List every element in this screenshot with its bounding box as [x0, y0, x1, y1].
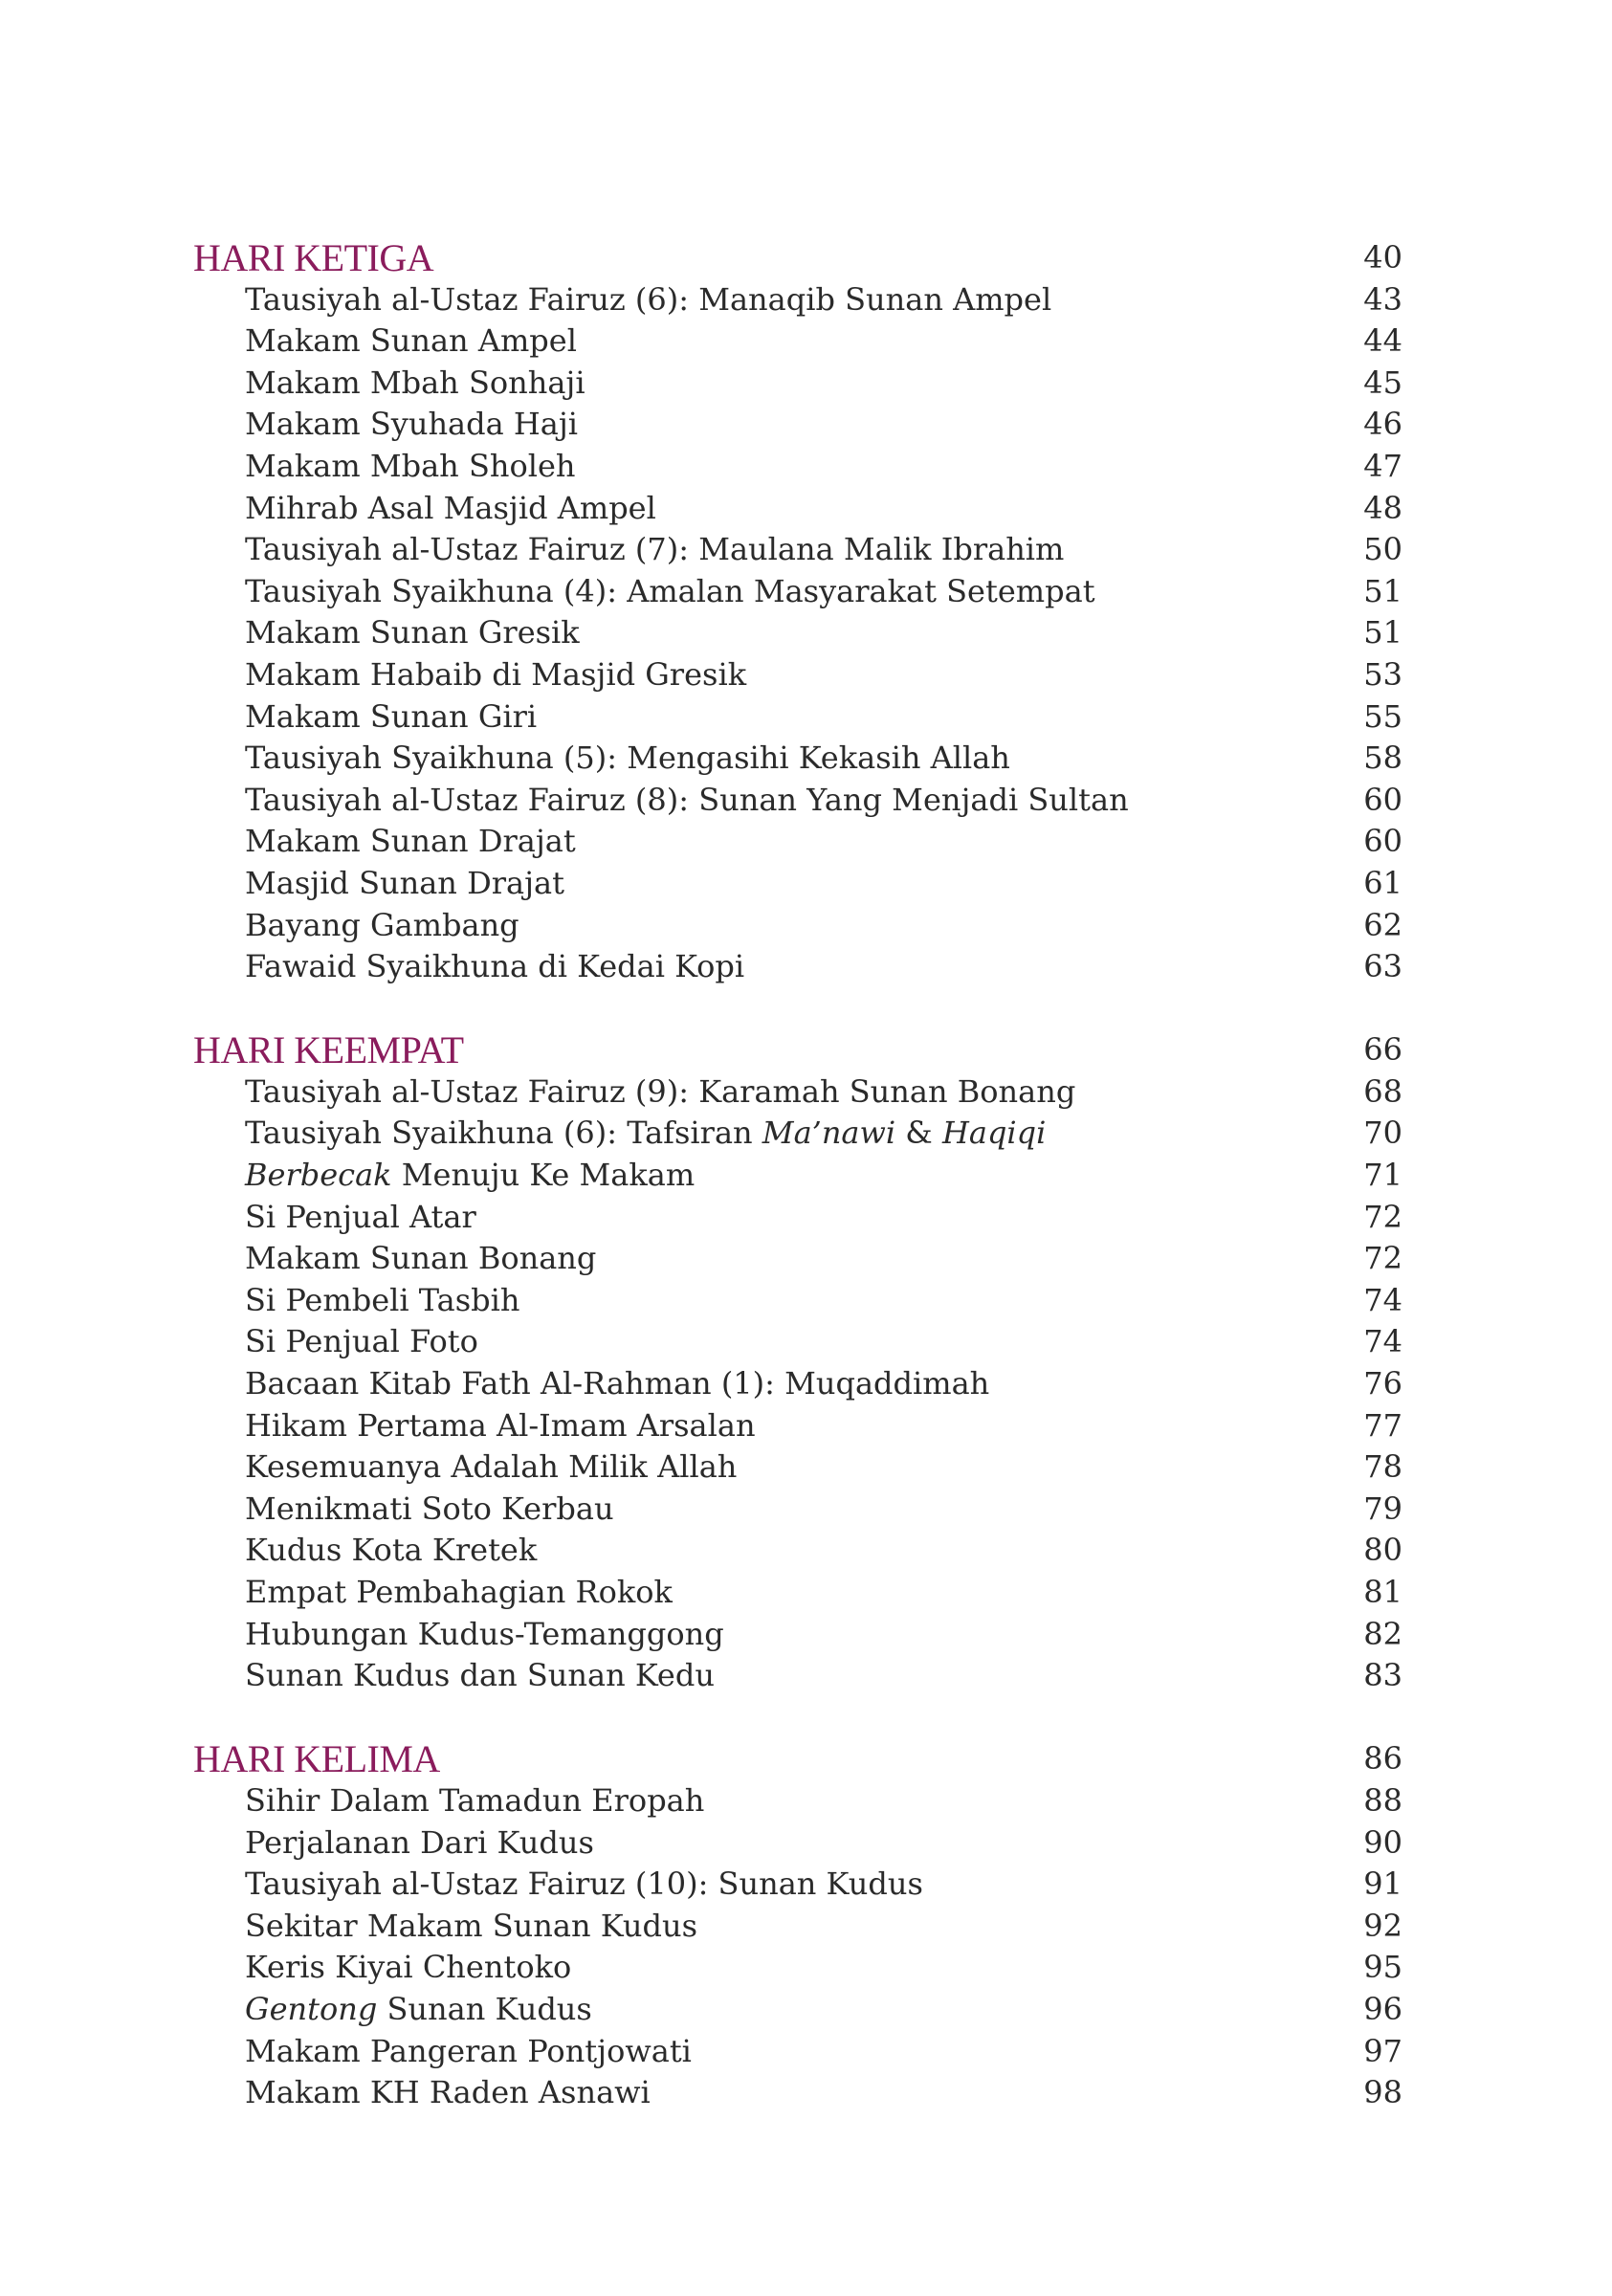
toc-entry — [193, 404, 1402, 446]
toc-entry-title-part: Hikam Pertama Al-Imam Arsalan — [245, 1406, 756, 1444]
section-title: HARI KELIMA — [193, 1737, 440, 1781]
toc-entry-page-number: 58 — [1363, 740, 1402, 777]
toc-entry-title-part: Si Pembeli Tasbih — [245, 1281, 520, 1318]
toc-entry-title — [245, 863, 564, 905]
toc-entry-title — [245, 446, 576, 488]
toc-entry-title — [245, 1947, 571, 1989]
toc-entry — [193, 905, 1402, 947]
toc-entry — [193, 1071, 1402, 1114]
toc-entry-title — [245, 1864, 923, 1906]
toc-entry — [193, 1238, 1402, 1280]
toc-entry-title-part: Bacaan Kitab Fath Al-Rahman (1): Muqaddimah — [245, 1365, 990, 1402]
toc-entry — [193, 363, 1402, 405]
section-page-number: 86 — [1363, 1740, 1402, 1777]
toc-entry-page-number: 60 — [1363, 823, 1402, 860]
toc-entry-title-italic-part: Berbecak — [245, 1157, 392, 1194]
toc-entry-page-number: 76 — [1363, 1365, 1402, 1402]
toc-entry-title — [245, 1197, 476, 1239]
toc-entry-title-part: Tausiyah al-Ustaz Fairuz (7): Maulana Malik Ibrahim — [245, 531, 1065, 568]
toc-entry-title-part: Kudus Kota Kretek — [245, 1532, 538, 1569]
toc-entry-title — [245, 2072, 651, 2114]
toc-entry-title-part: Sunan Kudus — [377, 1990, 592, 2027]
toc-entry — [193, 1780, 1402, 1822]
toc-entry — [193, 1280, 1402, 1322]
toc-entry — [193, 696, 1402, 739]
toc-entry-title-part: Si Penjual Atar — [245, 1198, 476, 1235]
toc-entry-title-part: Menikmati Soto Kerbau — [245, 1490, 614, 1527]
toc-entry — [193, 738, 1402, 780]
toc-entry-title-part: Si Penjual Foto — [245, 1323, 478, 1360]
toc-entry-page-number: 45 — [1363, 364, 1402, 401]
toc-entry-page-number: 53 — [1363, 655, 1402, 693]
toc-entry-title — [245, 738, 1010, 780]
section-page-number: 40 — [1363, 239, 1402, 276]
toc-entry-title — [245, 696, 537, 739]
toc-entry-page-number: 82 — [1363, 1615, 1402, 1652]
toc-entry-title-part: Makam Mbah Sonhaji — [245, 364, 585, 401]
toc-entry-title — [245, 1822, 594, 1865]
section-heading — [193, 237, 1402, 279]
toc-entry-page-number: 60 — [1363, 781, 1402, 818]
toc-entry-title — [245, 2031, 692, 2073]
toc-entry-page-number: 55 — [1363, 697, 1402, 735]
toc-entry — [193, 1363, 1402, 1405]
toc-entry-title — [245, 946, 744, 988]
toc-entry-title — [245, 1989, 592, 2031]
toc-entry — [193, 1947, 1402, 1989]
toc-entry — [193, 1822, 1402, 1865]
toc-entry-title-part: Empat Pembahagian Rokok — [245, 1574, 673, 1610]
toc-entry-title-part: Tausiyah Syaikhuna (6): Tafsiran — [245, 1115, 762, 1152]
toc-entry — [193, 1989, 1402, 2031]
toc-entry — [193, 1113, 1402, 1155]
toc-entry-title — [245, 1405, 756, 1447]
toc-entry — [193, 1489, 1402, 1531]
toc-entry-page-number: 51 — [1363, 572, 1402, 609]
toc-entry-title-part: Fawaid Syaikhuna di Kedai Kopi — [245, 948, 745, 985]
toc-entry-title — [245, 1113, 1046, 1155]
toc-entry-title-part: Mihrab Asal Masjid Ampel — [245, 489, 656, 526]
toc-entry-title-part: Makam Sunan Gresik — [245, 614, 580, 651]
toc-entry-page-number: 90 — [1363, 1823, 1402, 1861]
toc-entry-page-number: 46 — [1363, 406, 1402, 443]
toc-entry-page-number: 88 — [1363, 1781, 1402, 1819]
toc-entry-page-number: 71 — [1363, 1157, 1402, 1194]
toc-entry — [193, 571, 1402, 613]
toc-entry-page-number: 91 — [1363, 1866, 1402, 1903]
toc-entry-page-number: 50 — [1363, 531, 1402, 568]
toc-entry-title-part: Tausiyah al-Ustaz Fairuz (8): Sunan Yang Menjadi Sultan — [245, 781, 1129, 818]
toc-entry — [193, 2072, 1402, 2114]
toc-entry-title — [245, 1655, 715, 1697]
toc-entry-page-number: 96 — [1363, 1990, 1402, 2027]
toc-entry-page-number: 47 — [1363, 447, 1402, 484]
toc-entry-title-part: Sekitar Makam Sunan Kudus — [245, 1907, 698, 1944]
toc-entry-page-number: 43 — [1363, 280, 1402, 318]
toc-entry-page-number: 72 — [1363, 1198, 1402, 1235]
toc-entry-title — [245, 1446, 737, 1489]
toc-entry-title — [245, 1614, 724, 1656]
toc-entry-title — [245, 571, 1095, 613]
toc-entry-title — [245, 529, 1064, 571]
toc-entry-title-part: Tausiyah al-Ustaz Fairuz (10): Sunan Kudus — [245, 1866, 923, 1903]
toc-entry-page-number: 79 — [1363, 1490, 1402, 1527]
toc-entry-page-number: 44 — [1363, 322, 1402, 360]
toc-entry-title — [245, 821, 576, 863]
section-title: HARI KETIGA — [193, 236, 434, 279]
section-title: HARI KEEMPAT — [193, 1028, 464, 1072]
toc-entry-page-number: 62 — [1363, 906, 1402, 943]
toc-entry-page-number: 68 — [1363, 1072, 1402, 1110]
toc-entry-title-part: Tausiyah al-Ustaz Fairuz (6): Manaqib Sunan Ampel — [245, 280, 1052, 318]
toc-entry — [193, 1197, 1402, 1239]
toc-entry-title — [245, 1363, 989, 1405]
toc-entry-title-part: Makam Sunan Ampel — [245, 322, 577, 360]
toc-entry — [193, 1614, 1402, 1656]
toc-entry-title — [245, 1321, 478, 1363]
toc-entry-page-number: 51 — [1363, 614, 1402, 651]
toc-entry-title-italic-part: Haqiqi — [941, 1115, 1047, 1152]
toc-entry — [193, 821, 1402, 863]
toc-entry-page-number: 83 — [1363, 1657, 1402, 1694]
toc-entry — [193, 279, 1402, 321]
toc-entry-title — [245, 279, 1051, 321]
toc-entry — [193, 1530, 1402, 1572]
toc-entry — [193, 1405, 1402, 1447]
toc-entry-page-number: 74 — [1363, 1281, 1402, 1318]
toc-entry-page-number: 80 — [1363, 1532, 1402, 1569]
toc-entry — [193, 1446, 1402, 1489]
section-heading — [193, 1029, 1402, 1071]
toc-entry-title — [245, 780, 1129, 822]
toc-entry-title-part: Makam Habaib di Masjid Gresik — [245, 655, 747, 693]
toc-entry-title — [245, 404, 578, 446]
toc-entry-page-number: 70 — [1363, 1115, 1402, 1152]
toc-entry-title-italic-part: Ma’nawi — [762, 1115, 896, 1152]
toc-entry-page-number: 92 — [1363, 1907, 1402, 1944]
table-of-contents — [193, 237, 1402, 2114]
toc-entry-page-number: 72 — [1363, 1240, 1402, 1277]
toc-entry-page-number: 78 — [1363, 1448, 1402, 1486]
toc-entry-page-number: 98 — [1363, 2074, 1402, 2111]
toc-entry-title-part: Makam Sunan Bonang — [245, 1240, 597, 1277]
toc-entry-title-part: Bayang Gambang — [245, 906, 519, 943]
toc-entry-page-number: 95 — [1363, 1949, 1402, 1986]
toc-entry-page-number: 81 — [1363, 1574, 1402, 1610]
toc-entry-title-part: Makam Sunan Drajat — [245, 823, 576, 860]
toc-entry — [193, 780, 1402, 822]
toc-entry-title-part: Masjid Sunan Drajat — [245, 864, 564, 901]
toc-entry-title — [245, 1780, 704, 1822]
toc-entry-title-part: Makam Sunan Giri — [245, 697, 538, 735]
toc-entry-title-part: Perjalanan Dari Kudus — [245, 1823, 594, 1861]
toc-entry-title-italic-part: Gentong — [245, 1990, 378, 2027]
toc-entry-title-part: Tausiyah Syaikhuna (5): Mengasihi Kekasih Allah — [245, 740, 1010, 777]
section-heading — [193, 1738, 1402, 1780]
toc-entry-page-number: 77 — [1363, 1406, 1402, 1444]
toc-entry-page-number: 97 — [1363, 2032, 1402, 2069]
toc-entry-title-part: Hubungan Kudus-Temanggong — [245, 1615, 724, 1652]
toc-entry-title — [245, 1155, 695, 1197]
toc-entry — [193, 1864, 1402, 1906]
toc-entry-title — [245, 1489, 614, 1531]
toc-entry-title-part: Keris Kiyai Chentoko — [245, 1949, 572, 1986]
toc-entry — [193, 446, 1402, 488]
toc-entry-title-part: Makam Mbah Sholeh — [245, 447, 576, 484]
toc-entry-title — [245, 1238, 596, 1280]
toc-entry-title — [245, 1906, 697, 1948]
toc-entry — [193, 1321, 1402, 1363]
toc-entry — [193, 863, 1402, 905]
toc-entry — [193, 1906, 1402, 1948]
toc-entry — [193, 946, 1402, 988]
toc-entry-title — [245, 654, 746, 696]
toc-entry-title — [245, 612, 580, 654]
toc-entry-title — [245, 363, 585, 405]
toc-entry-page-number: 61 — [1363, 864, 1402, 901]
toc-entry-title-part: Makam Pangeran Pontjowati — [245, 2032, 692, 2069]
toc-entry-title — [245, 488, 656, 530]
toc-entry-page-number: 74 — [1363, 1323, 1402, 1360]
toc-entry — [193, 2031, 1402, 2073]
toc-entry-title-part: Makam KH Raden Asnawi — [245, 2074, 651, 2111]
section-page-number: 66 — [1363, 1031, 1402, 1069]
toc-entry — [193, 1155, 1402, 1197]
toc-entry — [193, 488, 1402, 530]
toc-entry-title-part: Kesemuanya Adalah Milik Allah — [245, 1448, 738, 1486]
toc-entry-title-part: Sihir Dalam Tamadun Eropah — [245, 1781, 705, 1819]
toc-entry-title-part: Makam Syuhada Haji — [245, 406, 578, 443]
toc-entry — [193, 654, 1402, 696]
toc-entry-title — [245, 1572, 673, 1614]
toc-entry-title — [245, 1530, 537, 1572]
toc-entry — [193, 1572, 1402, 1614]
toc-entry-title — [245, 1071, 1075, 1114]
toc-entry-title — [245, 320, 577, 363]
toc-entry-title-part: Tausiyah al-Ustaz Fairuz (9): Karamah Sunan Bonang — [245, 1072, 1076, 1110]
toc-entry-title-part: Tausiyah Syaikhuna (4): Amalan Masyarakat Setempat — [245, 572, 1095, 609]
toc-entry-title-part: & — [895, 1115, 942, 1152]
toc-entry-title-part: Menuju Ke Makam — [391, 1157, 696, 1194]
toc-entry — [193, 1655, 1402, 1697]
toc-entry — [193, 320, 1402, 363]
toc-entry-page-number: 48 — [1363, 489, 1402, 526]
toc-entry — [193, 612, 1402, 654]
toc-entry-title — [245, 905, 519, 947]
toc-entry — [193, 529, 1402, 571]
toc-entry-title — [245, 1280, 519, 1322]
toc-entry-page-number: 63 — [1363, 948, 1402, 985]
toc-entry-title-part: Sunan Kudus dan Sunan Kedu — [245, 1657, 715, 1694]
